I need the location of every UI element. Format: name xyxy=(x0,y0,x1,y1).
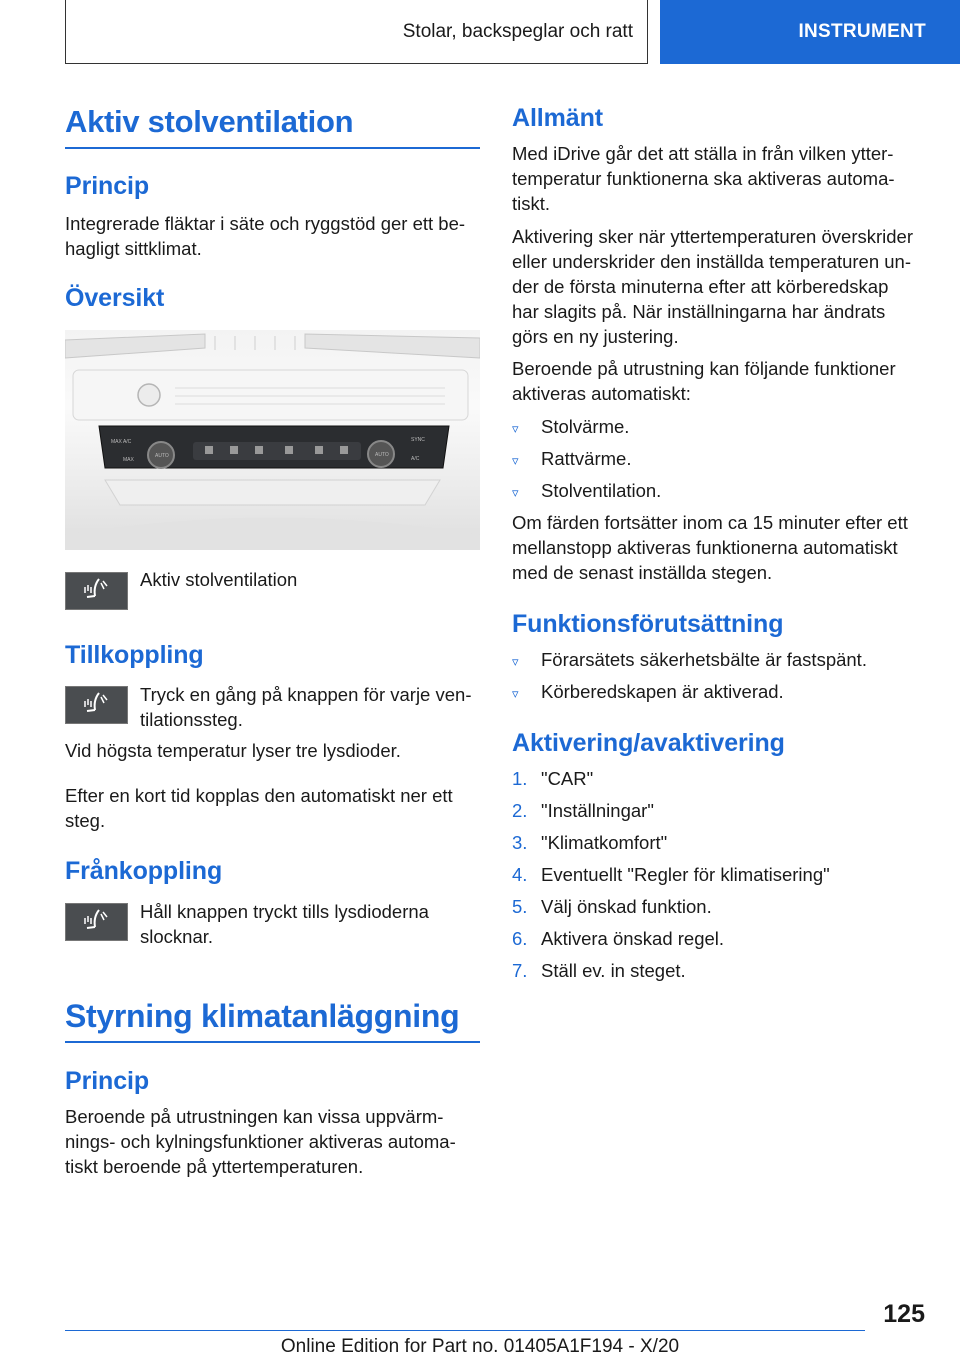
princip-line-2: hagligt sittklimat. xyxy=(65,238,202,259)
heading-allmant: Allmänt xyxy=(512,104,603,132)
section-title: Stolar, backspeglar och ratt xyxy=(402,20,633,42)
allmant-p2-line: Aktivering sker när yttertemperaturen överskrider xyxy=(512,226,913,247)
allmant-p2-line: har slagits på. När inställningarna har ändrats xyxy=(512,301,886,322)
climate-panel-illustration xyxy=(65,330,480,550)
allmant-p1-line: temperatur funktionerna ska aktiveras automa- xyxy=(512,168,895,189)
step-item xyxy=(512,830,667,855)
frankoppling-line-1: Håll knappen tryckt tills lysdioderna xyxy=(140,901,429,922)
allmant-paragraph-4 xyxy=(512,510,942,585)
tillkoppling-line-1: Tryck en gång på knappen för varje ven- xyxy=(140,684,472,705)
allmant-p3-line: aktiveras automatiskt: xyxy=(512,383,691,404)
tillkoppling-p3-line-1: Efter en kort tid kopplas den automatiskt ner ett xyxy=(65,785,453,806)
panel-label-ac: A/C xyxy=(411,456,420,462)
panel-label-auto-right: AUTO xyxy=(375,452,389,458)
allmant-p4-line: Om färden fortsätter inom ca 15 minuter efter ett xyxy=(512,512,908,533)
bullet-triangle-icon: ▿ xyxy=(512,421,519,436)
princip2-line-2: nings- och kylningsfunktioner aktiveras automa- xyxy=(65,1131,456,1152)
step-item xyxy=(512,958,686,983)
heading-princip: Princip xyxy=(65,172,150,200)
icon-caption: Aktiv stolventilation xyxy=(140,569,298,590)
step-number: 6. xyxy=(512,928,528,949)
frankoppling-line-2: slocknar. xyxy=(140,926,214,947)
step-number: 3. xyxy=(512,832,528,853)
princip-text xyxy=(65,211,485,261)
heading-oversikt: Översikt xyxy=(65,284,165,312)
header-chapter-tab[interactable] xyxy=(660,0,960,64)
step-item xyxy=(512,766,593,791)
allmant-paragraph-1 xyxy=(512,141,942,216)
allmant-p4-line: mellanstopp aktiveras funktionerna automatiskt xyxy=(512,537,898,558)
step-item xyxy=(512,926,724,951)
panel-label-auto-left: AUTO xyxy=(155,453,169,459)
frankoppling-text xyxy=(140,899,485,949)
step-item xyxy=(512,862,830,887)
heading-frankoppling: Frånkoppling xyxy=(65,857,223,885)
title-rule xyxy=(65,147,480,149)
heading-tillkoppling: Tillkoppling xyxy=(65,641,204,669)
step-text: Eventuellt "Regler för klimatisering" xyxy=(541,864,830,885)
step-text: Aktivera önskad regel. xyxy=(541,928,725,949)
seat-ventilation-icon xyxy=(77,907,117,937)
tillkoppling-line-2: tilationssteg. xyxy=(140,709,243,730)
allmant-p2-line: der de första minuterna efter att körberedskap xyxy=(512,276,889,297)
allmant-p2-line: eller underskrider den inställda temperaturen un- xyxy=(512,251,911,272)
allmant-p1-line: tiskt. xyxy=(512,193,551,214)
climate-panel-photo xyxy=(65,330,480,550)
step-number: 2. xyxy=(512,800,528,821)
page-number: 125 xyxy=(883,1300,925,1328)
footer-edition-link[interactable]: Online Edition for Part no. 01405A1F194 - X/20 xyxy=(280,1336,680,1357)
header-section-title xyxy=(65,0,648,64)
heading-princip-2: Princip xyxy=(65,1067,150,1095)
allmant-p2-line: görs en ny justering. xyxy=(512,326,679,347)
princip2-line-1: Beroende på utrustningen kan vissa uppvärm- xyxy=(65,1106,444,1127)
seat-ventilation-button-icon xyxy=(65,572,128,610)
step-number: 4. xyxy=(512,864,528,885)
title-styrning-klimatanlaggning: Styrning klimatanläggning xyxy=(65,998,460,1034)
bullet-triangle-icon: ▿ xyxy=(512,654,519,669)
tillkoppling-p3-line-2: steg. xyxy=(65,810,106,831)
title-aktiv-stolventilation: Aktiv stolventilation xyxy=(65,104,354,139)
bullet-triangle-icon: ▿ xyxy=(512,453,519,468)
list-item-text: Körberedskapen är aktiverad. xyxy=(541,681,784,702)
allmant-p4-line: med de senast inställda stegen. xyxy=(512,562,773,583)
list-item-text: Stolvärme. xyxy=(541,416,630,437)
bullet-triangle-icon: ▿ xyxy=(512,485,519,500)
step-number: 5. xyxy=(512,896,528,917)
list-item-text: Rattvärme. xyxy=(541,448,632,469)
allmant-paragraph-2 xyxy=(512,224,942,349)
seat-ventilation-icon xyxy=(77,690,117,720)
step-item xyxy=(512,798,654,823)
tillkoppling-text xyxy=(140,682,485,732)
allmant-p3-line: Beroende på utrustning kan följande funktioner xyxy=(512,358,896,379)
heading-aktivering-avaktivering: Aktivering/avaktivering xyxy=(512,729,785,757)
allmant-paragraph-3 xyxy=(512,356,942,406)
list-item xyxy=(512,446,631,473)
step-text: Välj önskad funktion. xyxy=(541,896,712,917)
step-text: "Inställningar" xyxy=(541,800,654,821)
list-item-text: Stolventilation. xyxy=(541,480,662,501)
seat-ventilation-button-icon-3 xyxy=(65,903,128,941)
panel-label-maxac: MAX A/C xyxy=(111,439,132,445)
list-item-text: Förarsätets säkerhetsbälte är fastspänt. xyxy=(541,649,867,670)
princip2-line-3: tiskt beroende på yttertemperaturen. xyxy=(65,1156,364,1177)
title-rule-2 xyxy=(65,1041,480,1043)
step-number: 1. xyxy=(512,768,528,789)
tillkoppling-paragraph-3 xyxy=(65,783,485,833)
princip2-text xyxy=(65,1104,485,1179)
allmant-p1-line: Med iDrive går det att ställa in från vilken ytter- xyxy=(512,143,894,164)
panel-label-max: MAX xyxy=(123,457,134,463)
tillkoppling-paragraph-2: Vid högsta temperatur lyser tre lysdioder. xyxy=(65,740,401,761)
step-item xyxy=(512,894,712,919)
list-item xyxy=(512,414,629,441)
step-text: Ställ ev. in steget. xyxy=(541,960,686,981)
panel-label-sync: SYNC xyxy=(411,437,425,443)
list-item xyxy=(512,679,784,706)
chapter-title: INSTRUMENT xyxy=(798,21,926,42)
princip-line-1: Integrerade fläktar i säte och ryggstöd ger ett be- xyxy=(65,213,466,234)
heading-funktionsforutsattning: Funktionsförutsättning xyxy=(512,610,784,638)
bullet-triangle-icon: ▿ xyxy=(512,686,519,701)
seat-ventilation-button-icon-2 xyxy=(65,686,128,724)
step-text: "CAR" xyxy=(541,768,594,789)
footer-rule xyxy=(65,1330,865,1331)
list-item xyxy=(512,647,867,674)
step-number: 7. xyxy=(512,960,528,981)
seat-ventilation-icon xyxy=(77,576,117,606)
step-text: "Klimatkomfort" xyxy=(541,832,668,853)
list-item xyxy=(512,478,661,505)
